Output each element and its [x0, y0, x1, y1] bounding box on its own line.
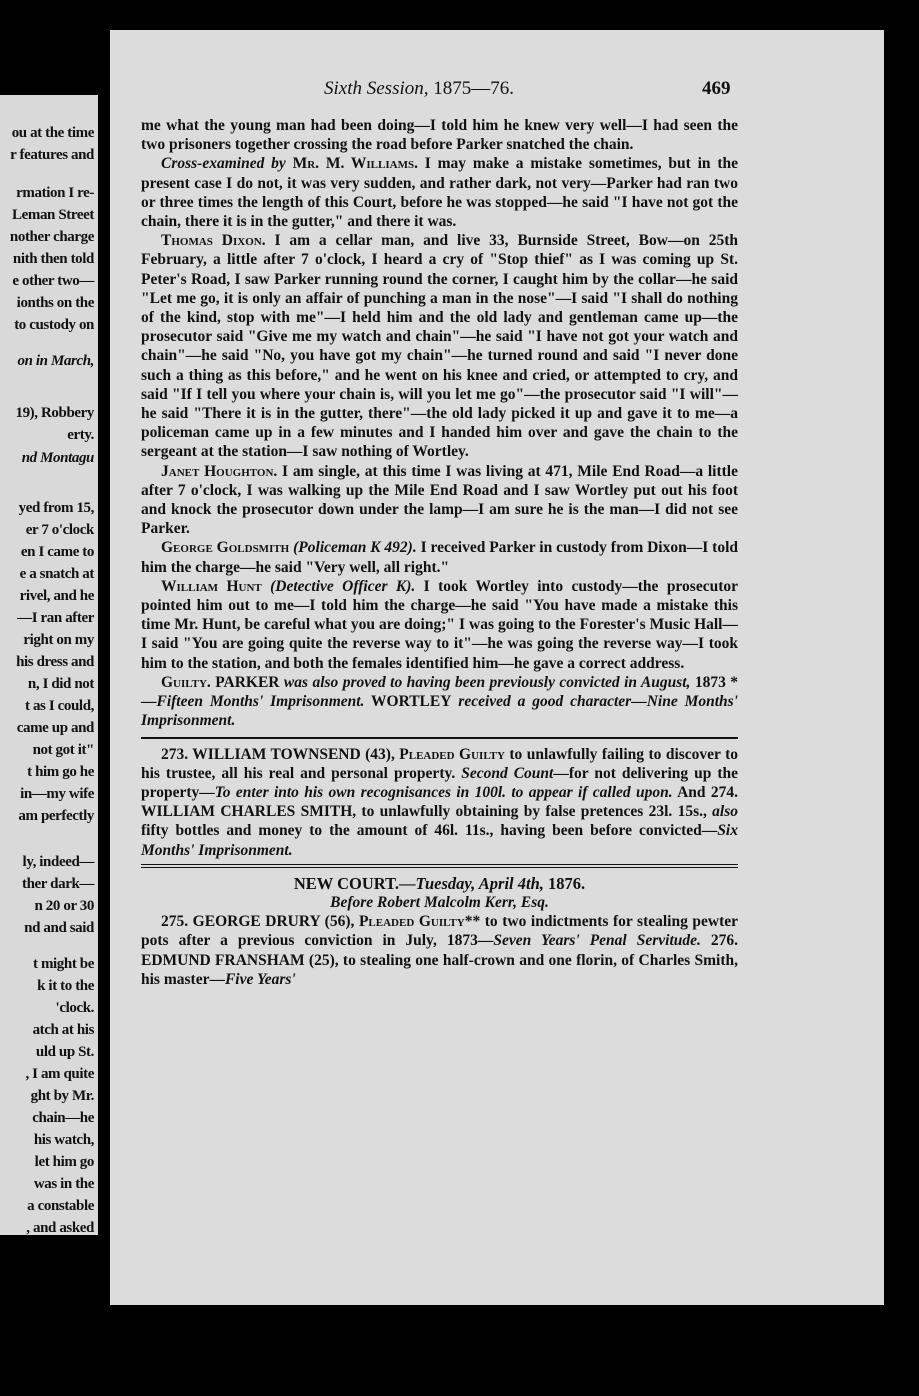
left-page-line: t might be: [33, 956, 94, 972]
witness-name: George Goldsmith: [161, 539, 290, 557]
sentence-text: received a good character—Nine Months' Imprisonment.: [141, 693, 738, 730]
left-page-line: , and asked: [26, 1220, 94, 1235]
left-page-line: rmation I re-: [16, 185, 94, 201]
left-page-line: his dress and: [16, 654, 94, 670]
left-page-line: e other two—: [12, 273, 94, 289]
page-number: 469: [702, 78, 731, 99]
witness-name: Mr. M. Williams.: [292, 155, 418, 173]
running-header: [110, 76, 884, 104]
sentence-text: To enter into his own recognisances in 100l. to appear if called upon.: [214, 783, 673, 801]
testimony-text: I took Wortley into custody—the prosecutor pointed him out to me—I told him the charge—he said "You have made a mistake this time Mr. Hunt, be careful what you are doing;" I was going to the Forester's Music Hall—I said "You are going quite the reverse way to it"—he was going the reverse way—I took him to the station, and both the females identified him—he gave a correct address.: [141, 577, 738, 672]
case-text: to unlawfully failing to discover to his trustee, all his real and personal property.: [141, 745, 739, 782]
left-page-line: n, I did not: [27, 676, 94, 692]
case-text: 276. EDMUND FRANSHAM (25), to stealing one half-crown and one florin, of Charles Smith, his master—: [141, 932, 739, 988]
left-page-line: k it to the: [37, 978, 94, 994]
left-page-line: am perfectly: [18, 808, 94, 824]
left-page-line: , I am quite: [25, 1066, 94, 1082]
left-page-line: r features and: [10, 147, 94, 163]
paragraph-thomas-dixon: [141, 231, 738, 461]
left-page-line: ther dark—: [22, 876, 94, 892]
sentence-text: Fifteen Months' Imprisonment.: [156, 693, 365, 711]
session-year: 1875—76.: [433, 78, 514, 99]
page-body: [141, 116, 738, 989]
case-heading: 273. WILLIAM TOWNSEND (43),: [161, 745, 400, 763]
witness-name: William Hunt: [161, 577, 262, 595]
count-label: Second Count: [461, 764, 554, 782]
left-page-line: in—my wife: [20, 786, 94, 802]
case-divider: [141, 737, 738, 739]
left-page-line: ly, indeed—: [22, 854, 94, 870]
paragraph-william-hunt: [141, 577, 738, 673]
left-page-line: nd and said: [24, 920, 94, 936]
left-page-fragment: [0, 95, 98, 1235]
testimony-text: I am single, at this time I was living at 471, Mile End Road—a little after 7 o'clock, I was walking up the Mile End Road and I saw Wortley put out his foot and knock the prosecutor down under the lamp—I am sure he is the man—I did not see Parker.: [141, 462, 738, 538]
left-page-line: to custody on: [14, 317, 94, 333]
case-text: fifty bottles and money to the amount of 46l. 11s., having been before convicted: [141, 822, 702, 840]
case-text: —for not delivering up the property—: [141, 764, 739, 801]
paragraph-george-goldsmith: [141, 538, 738, 576]
left-page-line: er 7 o'clock: [25, 522, 94, 538]
paragraph-cross-examination: [141, 154, 738, 231]
court-date: Tuesday, April 4th,: [415, 873, 544, 893]
left-page-line: erty.: [67, 427, 94, 443]
case-text-italic: also: [712, 803, 738, 821]
sentence-text: —Six Months' Imprisonment.: [141, 822, 738, 859]
left-page-line: yed from 15,: [18, 500, 94, 516]
plea-label: Pleaded Guilty: [399, 745, 505, 763]
sentence-text: Seven Years' Penal Servitude.: [493, 932, 701, 950]
left-page-line: was in the: [33, 1176, 94, 1192]
left-page-line: —I ran after: [17, 610, 94, 626]
left-page-line: nith then told: [12, 251, 94, 267]
paragraph-verdict: [141, 673, 738, 731]
court-title: NEW COURT.—: [293, 873, 416, 893]
defendant-name: WORTLEY: [364, 693, 452, 711]
paragraph-continuation: me what the young man had been doing—I told him he knew very well—I had seen the two prisoners together crossing the road before Parker snatched the chain.: [141, 117, 738, 154]
left-page-line: n 20 or 30: [34, 898, 94, 914]
paragraph-janet-houghton: [141, 462, 738, 539]
witness-name: Janet Houghton.: [161, 462, 278, 480]
testimony-text: I may make a mistake sometimes, but in the present case I do not, it was very sudden, and rather dark, not very—Parker had ran two or three times the length of this Court, before he was stopped—he said "I have not got the chain, there it is in the gutter," and there it was.: [141, 155, 739, 231]
left-page-line: ou at the time: [11, 125, 94, 141]
defendant-name: PARKER: [210, 673, 280, 691]
left-page-line: en I came to: [20, 544, 94, 560]
case-text: And 274. WILLIAM CHARLES SMITH, to unlawfully obtaining by false pretences 23l. 15s.,: [141, 783, 738, 821]
left-page-line: ionths on the: [16, 295, 94, 311]
left-page-line: atch at his: [32, 1022, 94, 1038]
court-year: 1876.: [543, 873, 586, 893]
left-page-line: nother charge: [9, 229, 94, 245]
paragraph-case-273: [141, 745, 738, 860]
left-page-line: chain—he: [32, 1110, 94, 1126]
verdict-text: was also proved to having been previously convicted in August,: [279, 673, 691, 691]
testimony-text: I received Parker in custody from Dixon—I told him the charge—he said "Very well, all right.": [141, 539, 738, 576]
page-edge-shadow: [884, 30, 919, 1305]
witness-role: (Policeman K 492).: [293, 539, 417, 557]
verdict-year: 1873 *—: [141, 673, 738, 711]
left-page-line: nd Montagu: [21, 450, 94, 466]
verdict-label: Guilty.: [161, 673, 211, 691]
court-divider: [141, 864, 738, 868]
sentence-text: Five Years': [224, 970, 296, 988]
left-page-line: 19), Robbery: [15, 405, 94, 421]
left-page-line: ght by Mr.: [30, 1088, 94, 1104]
left-page-line: uld up St.: [35, 1044, 94, 1060]
left-page-line: a constable: [27, 1198, 94, 1214]
left-page-line: t as I could,: [25, 698, 94, 714]
left-page-line: Leman Street: [12, 207, 94, 223]
right-page: [110, 30, 884, 1305]
left-page-line: on in March,: [17, 353, 94, 369]
witness-role: (Detective Officer K).: [270, 577, 416, 595]
left-page-line: came up and: [16, 720, 94, 736]
case-text: to two indictments for stealing pewter pots after a previous conviction in July, 1873—: [141, 913, 739, 950]
left-page-line: his watch,: [33, 1132, 94, 1148]
cross-examined-label: Cross-examined by: [161, 155, 286, 173]
left-page-line: e a snatch at: [19, 566, 94, 582]
court-heading: [141, 874, 738, 893]
book-gutter: [98, 0, 110, 1396]
session-title: Sixth Session, 1875—76.: [324, 78, 514, 99]
left-page-line: rivel, and he: [19, 588, 94, 604]
plea-label: Pleaded Guilty**: [358, 913, 481, 931]
left-page-line: not got it": [32, 742, 94, 758]
left-page-line: 'clock.: [55, 1000, 94, 1016]
paragraph-case-275: [141, 912, 738, 989]
left-page-line: t him go he: [27, 764, 94, 780]
judge-line: Before Robert Malcolm Kerr, Esq.: [330, 893, 549, 911]
case-heading: 275. GEORGE DRURY (56),: [161, 913, 359, 931]
testimony-text: I am a cellar man, and live 33, Burnside Street, Bow—on 25th February, a little after 7 o'clock, I heard a cry of "Stop thief" as I was coming up St. Peter's Road, I saw Parker running round the corner, I caught him by the collar—he said "Let me go, it is only an affair of punching a man in the nose"—I said "I shall do nothing of the kind, stop with me"—I held him and the old lady and gentleman came up—the prosecutor said "Give me my watch and chain"—he said "I have not got your watch and chain"—he said "No, you have got my chain"—he turned round and said "I never done such a thing as this before," and he went on his knee and cried, or attempted to cry, and said "If I tell you where your chain is, will you let me go"—the prosecutor said "I will"—he said "There it is in the gutter, there"—the old lady picked it up and gave it to me—a policeman came up in a few minutes and I handed him over and gave the chain to the sergeant at the station—I saw nothing of Wortley.: [141, 232, 738, 461]
witness-name: Thomas Dixon.: [161, 232, 266, 250]
left-page-line: right on my: [23, 632, 94, 648]
left-page-line: let him go: [34, 1154, 94, 1170]
